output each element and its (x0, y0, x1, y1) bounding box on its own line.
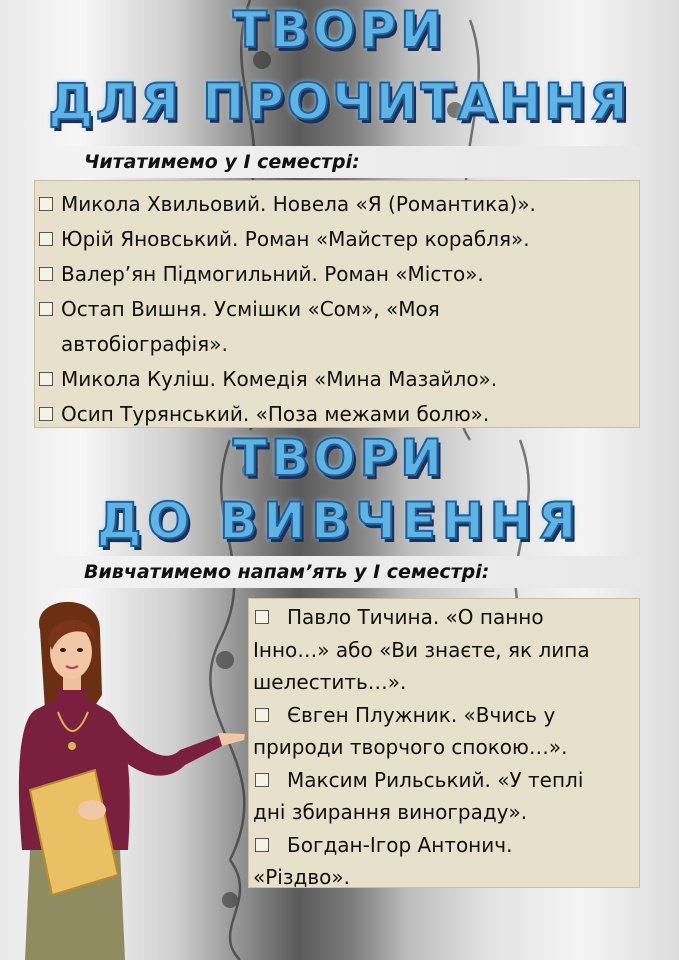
teacher-illustration (0, 600, 250, 960)
checkbox-icon (39, 267, 53, 281)
title-works: ТВОРИ (232, 1, 447, 59)
list-item-continuation: «Різдво». (253, 865, 350, 889)
list-item-continuation: автобіографія». (61, 332, 228, 356)
checkbox-icon (39, 302, 53, 316)
memorize-list (248, 598, 640, 888)
list-item: Осип Турянський. «Поза межами болю». (37, 397, 639, 432)
checkbox-icon (255, 708, 269, 722)
checkbox-icon (39, 372, 53, 386)
reading-list (34, 180, 640, 428)
checkbox-icon (255, 610, 269, 624)
list-item: Богдан-Ігор Антонич. (253, 829, 639, 862)
list-item: Максим Рильський. «У теплі (253, 764, 639, 797)
list-item: Микола Хвильовий. Новела «Я (Романтика)». (37, 187, 639, 222)
checkbox-icon (255, 838, 269, 852)
checkbox-icon (39, 197, 53, 211)
title-for-reading: ДЛЯ ПРОЧИТАННЯ (48, 73, 631, 131)
list-item: Микола Куліш. Комедія «Мина Мазайло». (37, 362, 639, 397)
memorize-heading: Вивчатимемо напам’ять у І семестрі: (34, 556, 640, 588)
title-works-2: ТВОРИ (232, 429, 447, 487)
list-item: Валер’ян Підмогильний. Роман «Місто». (37, 257, 639, 292)
list-item-continuation: Інно…» або «Ви знаєте, як липа (253, 637, 590, 662)
list-item: Євген Плужник. «Вчись у (253, 699, 639, 732)
checkbox-icon (255, 773, 269, 787)
list-item: Остап Вишня. Усмішки «Сом», «Моя (37, 292, 639, 327)
list-item-continuation: дні збирання винограду». (253, 800, 528, 824)
list-item-continuation: природи творчого спокою…». (253, 735, 568, 759)
list-item: Юрій Яновський. Роман «Майстер корабля». (37, 222, 639, 257)
reading-heading: Читатимемо у І семестрі: (34, 146, 640, 178)
list-item: Павло Тичина. «О панно (253, 601, 639, 634)
checkbox-icon (39, 232, 53, 246)
title-to-study: ДО ВИВЧЕННЯ (96, 492, 583, 550)
list-item-continuation: шелестить…». (253, 670, 407, 694)
checkbox-icon (39, 407, 53, 421)
